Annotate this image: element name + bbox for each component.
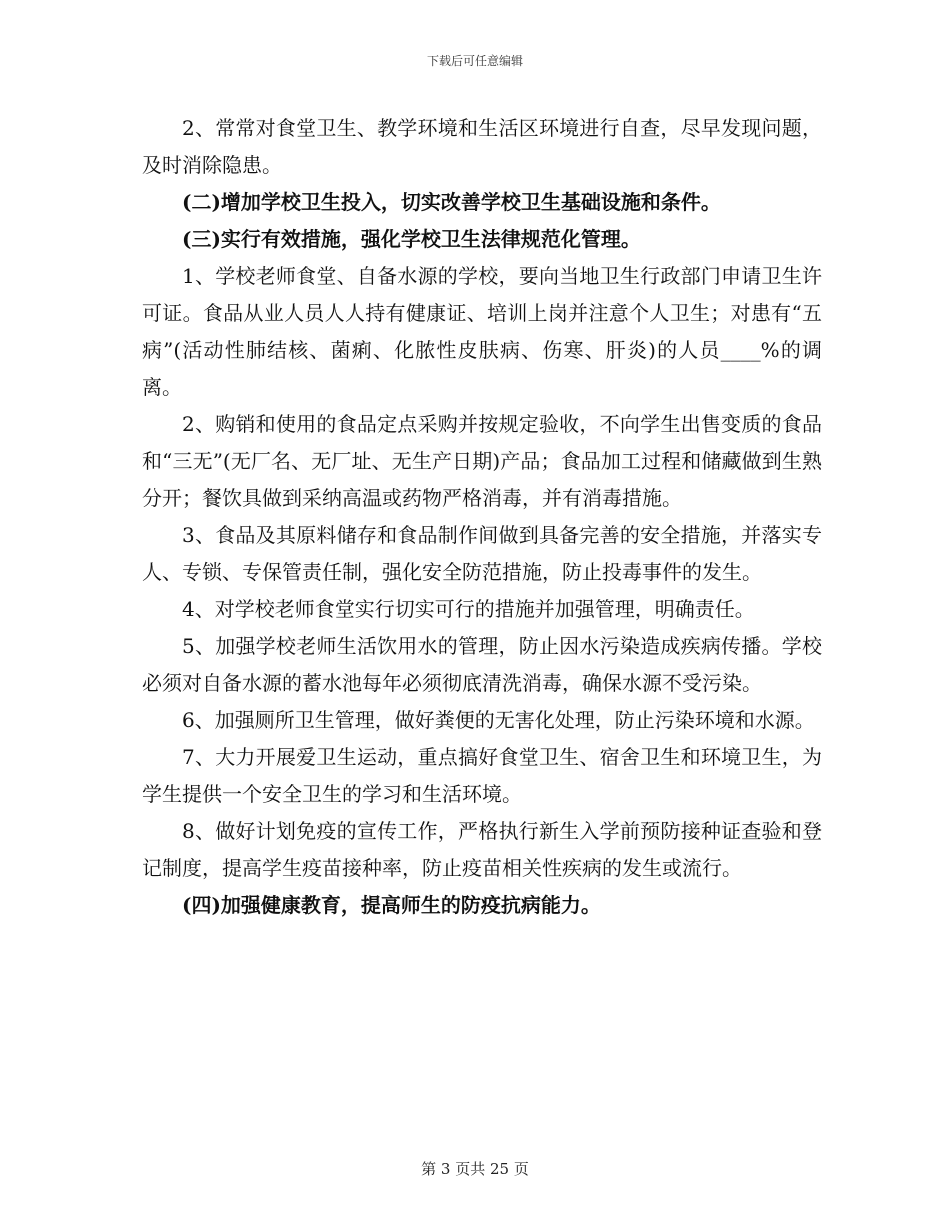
document-body xyxy=(142,110,822,924)
paragraph-item-4-canteen-management: 4、对学校老师食堂实行切实可行的措施并加强管理，明确责任。 xyxy=(182,597,755,621)
page-header: 下载后可任意编辑 xyxy=(426,54,523,68)
page-number-footer: 第 3 页共 25 页 xyxy=(421,1160,529,1178)
section-heading-4: (四)加强健康教育，提高师生的防疫抗病能力。 xyxy=(182,893,601,917)
section-heading-2: (二)增加学校卫生投入，切实改善学校卫生基础设施和条件。 xyxy=(182,190,721,214)
paragraph-item-1-health-license: 1、学校老师食堂、自备水源的学校，要向当地卫生行政部门申请卫生许可证。食品从业人员人人持有健康证、培训上岗并注意个人卫生；对患有“五病”(活动性肺结核、菌痢、化脓性皮肤病、伤寒、肝炎)的人员____%的调离。 xyxy=(142,264,822,399)
paragraph-item-6-toilet-hygiene: 6、加强厕所卫生管理，做好粪便的无害化处理，防止污染环境和水源。 xyxy=(182,708,815,732)
section-heading-3: (三)实行有效措施，强化学校卫生法律规范化管理。 xyxy=(182,227,641,251)
paragraph-item-3-food-storage: 3、食品及其原料储存和食品制作间做到具备完善的安全措施，并落实专人、专锁、专保管责任制，强化安全防范措施，防止投毒事件的发生。 xyxy=(142,523,822,584)
paragraph-item-5-drinking-water: 5、加强学校老师生活饮用水的管理，防止因水污染造成疾病传播。学校必须对自备水源的蓄水池每年必须彻底清洗消毒，确保水源不受污染。 xyxy=(142,634,822,695)
paragraph-item-7-hygiene-campaign: 7、大力开展爱卫生运动，重点搞好食堂卫生、宿舍卫生和环境卫生，为学生提供一个安全卫生的学习和生活环境。 xyxy=(142,745,822,806)
paragraph-item-2-food-procurement: 2、购销和使用的食品定点采购并按规定验收，不向学生出售变质的食品和“三无”(无厂名、无厂址、无生产日期)产品；食品加工过程和储藏做到生熟分开；餐饮具做到采纳高温或药物严格消毒，并有消毒措施。 xyxy=(142,412,822,510)
paragraph-item-8-immunization: 8、做好计划免疫的宣传工作，严格执行新生入学前预防接种证查验和登记制度，提高学生疫苗接种率，防止疫苗相关性疾病的发生或流行。 xyxy=(142,819,822,880)
paragraph-item-2-canteen-inspection: 2、常常对食堂卫生、教学环境和生活区环境进行自查，尽早发现问题，及时消除隐患。 xyxy=(142,116,822,177)
